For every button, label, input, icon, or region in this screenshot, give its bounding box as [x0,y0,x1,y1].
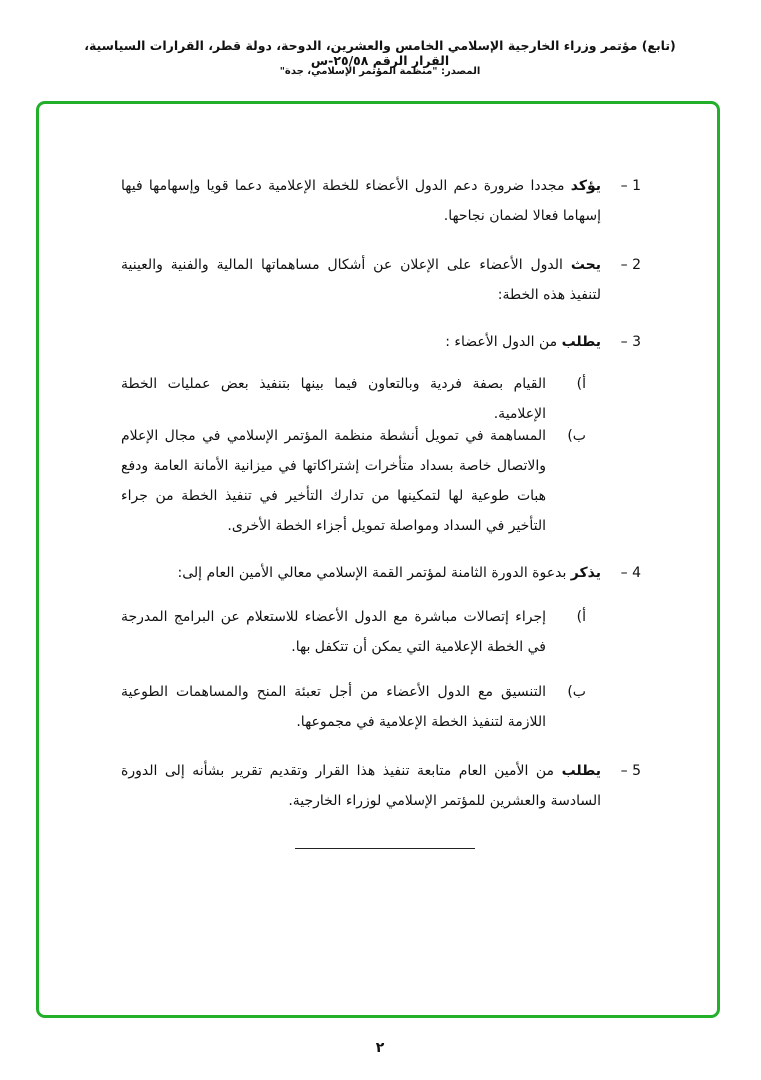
sub-text: التنسيق مع الدول الأعضاء من أجل تعبئة المنح والمساهمات الطوعية اللازمة لتنفيذ الخطة الإعلامية في مجموعها. [121,684,546,730]
clause-lead: يؤكد [570,178,601,194]
sub-text: إجراء إتصالات مباشرة مع الدول الأعضاء للاستعلام عن البرامج المدرجة في الخطة الإعلامية التي يمكن أن تتكفل بها. [121,609,546,655]
clause-number: 2 – [620,257,641,273]
clause-lead: يذكر [570,565,601,581]
clause-text: مجددا ضرورة دعم الدول الأعضاء للخطة الإعلامية دعما قويا وإسهامها فيها إسهاما فعالا لضمان نجاحها. [121,178,601,224]
clause-4 [0,558,761,588]
clause-lead: يطلب [561,334,601,350]
document-source: المصدر: "منظمة المؤتمر الإسلامي، جدة" [279,66,481,77]
clause-3-b [0,421,761,541]
page-number: ٢ [375,1040,385,1056]
sub-text: القيام بصفة فردية وبالتعاون فيما بينها بتنفيذ بعض عمليات الخطة الإعلامية. [121,376,546,422]
clause-4-b [0,677,761,737]
clause-lead: يحث [570,257,601,273]
clause-5 [0,756,761,816]
clause-number: 4 – [620,565,641,581]
clause-3-a [0,369,761,422]
clause-number: 5 – [620,763,641,779]
clause-1 [0,171,761,231]
sub-label: ب) [567,428,586,444]
end-divider [295,848,475,849]
sub-label: ب) [567,684,586,700]
clause-text: الدول الأعضاء على الإعلان عن أشكال مساهماتها المالية والفنية والعينية لتنفيذ هذه الخطة: [121,257,601,303]
sub-label: أ) [576,609,586,625]
clause-3 [0,327,761,357]
clause-text: بدعوة الدورة الثامنة لمؤتمر القمة الإسلامي معالي الأمين العام إلى: [177,565,571,581]
clause-text: من الدول الأعضاء : [445,334,562,350]
clause-number: 3 – [620,334,641,350]
clause-text: من الأمين العام متابعة تنفيذ هذا القرار وتقديم تقرير بشأنه إلى الدورة السادسة والعشرين للمؤتمر الإسلامي لوزراء الخارجية. [121,763,601,809]
clause-4-a [0,602,761,662]
clause-number: 1 – [620,178,641,194]
clause-2 [0,250,761,310]
clause-lead: يطلب [561,763,601,779]
sub-label: أ) [576,376,586,392]
document-header-title: (تابع) مؤتمر وزراء الخارجية الإسلامي الخامس والعشرين، الدوحة، دولة قطر، القرارات السياسية، القرار الرقم ٢٥/٥٨-س [84,38,676,68]
sub-text: المساهمة في تمويل أنشطة منظمة المؤتمر الإسلامي في مجال الإعلام والاتصال خاصة بسداد متأخرات إشتراكاتها في ميزانية الأمانة العامة ودفع هبات طوعية لها لتمكينها من تدارك التأخير في تنفيذ الخطة من جراء التأخير في السداد ومواصلة تمويل أجزاء الخطة الأخرى. [121,428,546,534]
